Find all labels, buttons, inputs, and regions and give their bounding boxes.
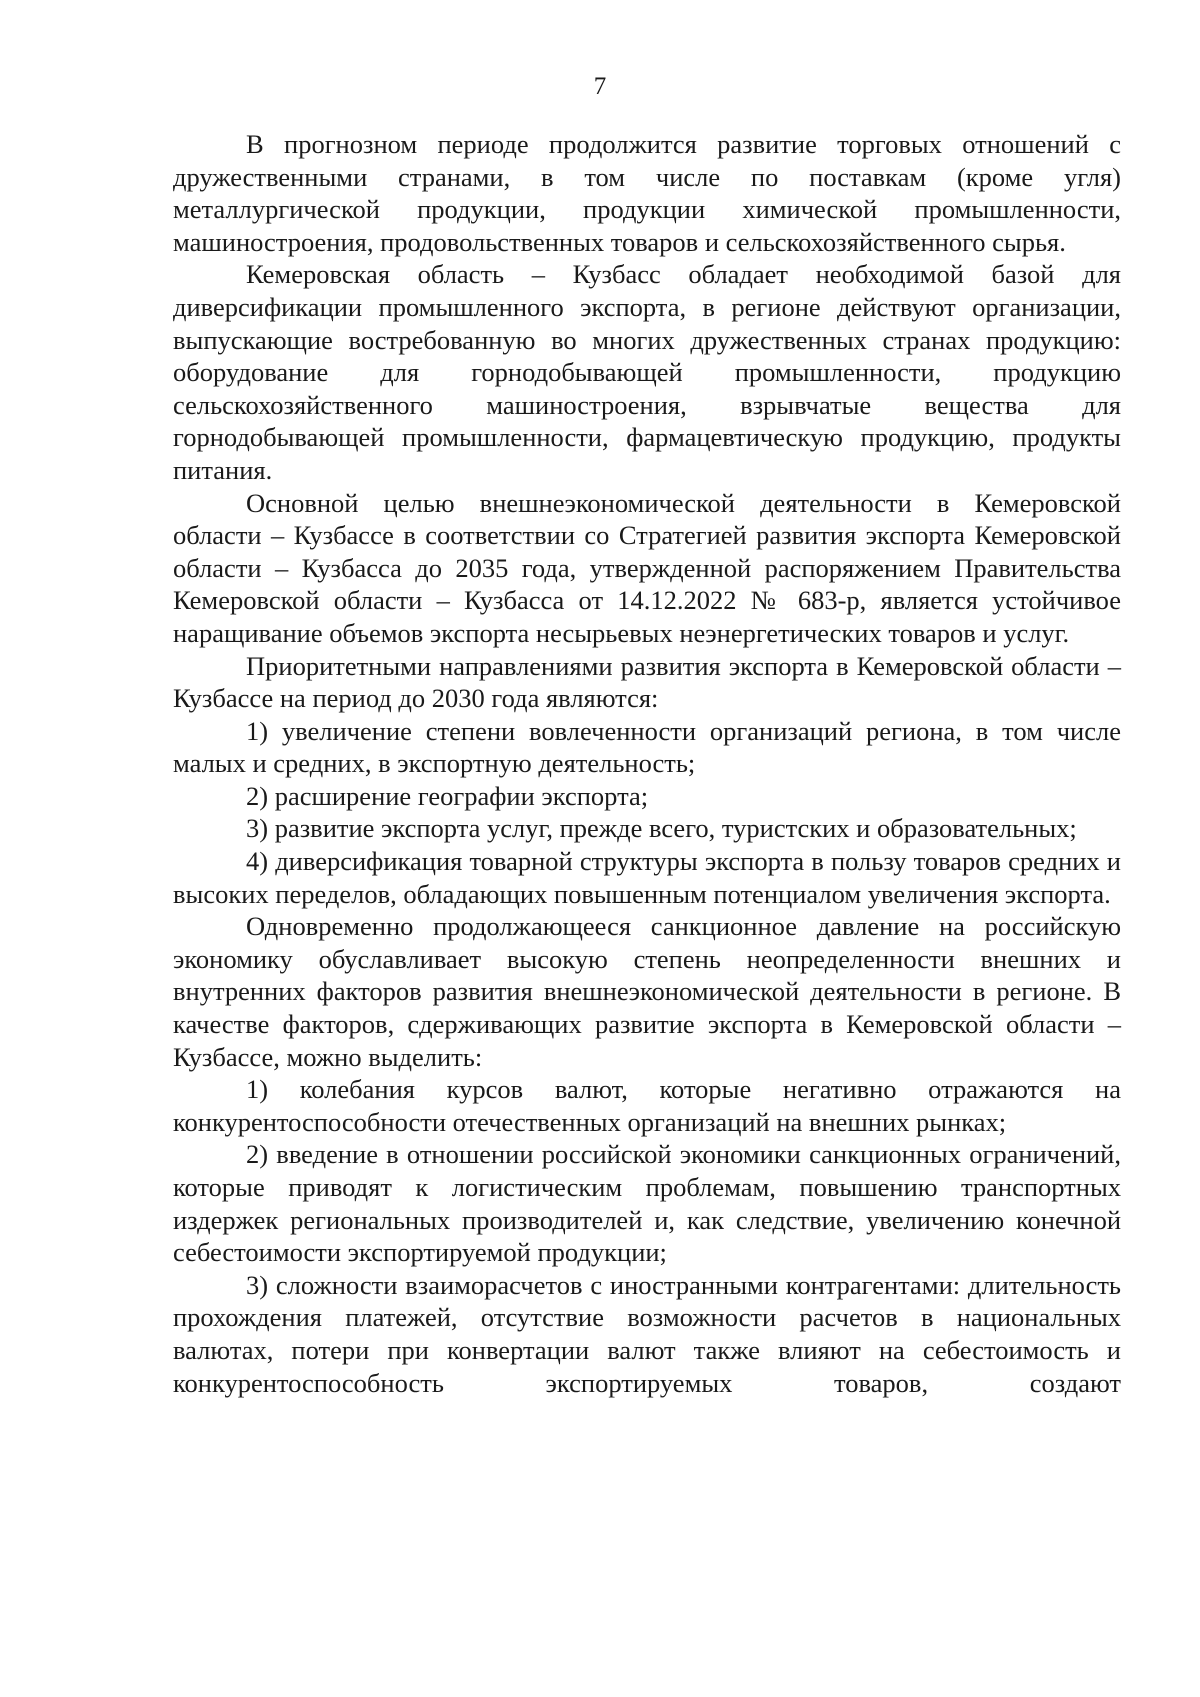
paragraph-sanctions-pressure: Одновременно продолжающееся санкционное давление на российскую экономику обуславливает высокую степень неопределенности внешних и внутренних факторов развития внешнеэкономической деятельности в регионе. В качестве факторов, сдерживающих развитие экспорта в Кемеровской области – Кузбассе, можно выделить: [173, 911, 1121, 1072]
list-item-factor-3: 3) сложности взаиморасчетов с иностранными контрагентами: длительность прохождения платежей, отсутствие возможности расчетов в национальных валютах, потери при конвертации валют также влияют на себестоимость и конкурентоспособность экспортируемых товаров, создают [173, 1269, 1121, 1398]
list-item-priority-2: 2) расширение географии экспорта; [246, 780, 649, 811]
paragraph-main-goal: Основной целью внешнеэкономической деятельности в Кемеровской области – Кузбассе в соответствии со Стратегией развития экспорта Кемеровской области – Кузбасса до 2035 года, утвержденной распоряжением Правительства Кемеровской области – Кузбасса от 14.12.2022 № 683-р, является устойчивое наращивание объемов экспорта несырьевых неэнергетических товаров и услуг. [173, 487, 1121, 648]
list-item-priority-3: 3) развитие экспорта услуг, прежде всего, туристских и образовательных; [246, 813, 1077, 844]
paragraph-diversification-base: Кемеровская область – Кузбасс обладает необходимой базой для диверсификации промышленного экспорта, в регионе действуют организации, выпускающие востребованную во многих дружественных странах продукцию: оборудование для горнодобывающей промышленности, продукцию сельскохозяйственного машиностроения, взрывчатые вещества для горнодобывающей промышленности, фармацевтическую продукцию, продукты питания. [173, 259, 1121, 485]
list-item-factor-2: 2) введение в отношении российской экономики санкционных ограничений, которые приводят к логистическим проблемам, повышению транспортных издержек региональных производителей и, как следствие, увеличению конечной себестоимости экспортируемой продукции; [173, 1139, 1121, 1268]
paragraph-trade-forecast: В прогнозном периоде продолжится развитие торговых отношений с дружественными странами, в том числе по поставкам (кроме угля) металлургической продукции, продукции химической промышленности, машиностроения, продовольственных товаров и сельскохозяйственного сырья. [173, 129, 1121, 257]
list-item-factor-1: 1) колебания курсов валют, которые негативно отражаются на конкурентоспособности отечественных организаций на внешних рынках; [173, 1074, 1121, 1137]
list-item-priority-4: 4) диверсификация товарной структуры экспорта в пользу товаров средних и высоких переделов, обладающих повышенным потенциалом увеличения экспорта. [173, 846, 1121, 909]
paragraph-priority-directions: Приоритетными направлениями развития экспорта в Кемеровской области – Кузбассе на период до 2030 года являются: [173, 650, 1121, 714]
document-body [173, 128, 1121, 1399]
list-item-priority-1: 1) увеличение степени вовлеченности организаций региона, в том числе малых и средних, в экспортную деятельность; [173, 715, 1121, 779]
page-number: 7 [593, 73, 607, 100]
